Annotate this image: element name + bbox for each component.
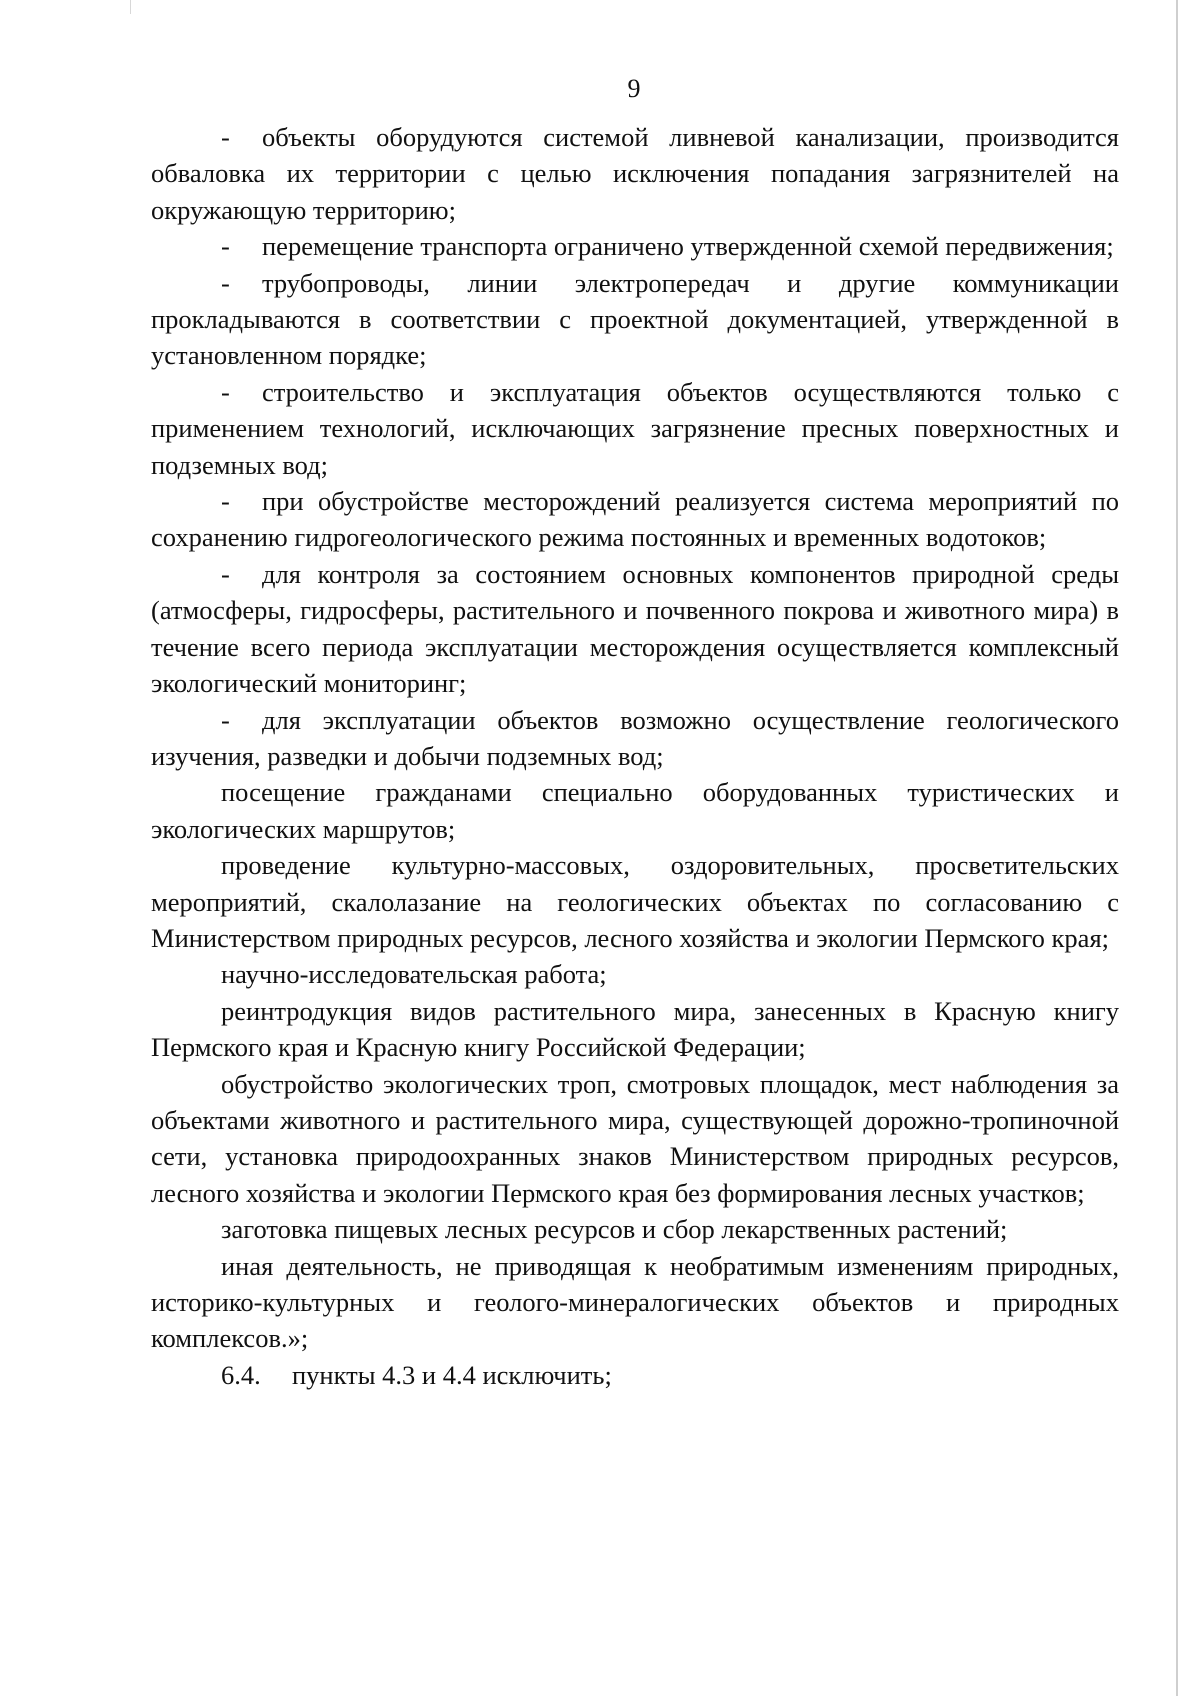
dash-marker: - — [221, 704, 230, 735]
dash-marker: - — [221, 376, 230, 407]
paragraph-text: объекты оборудуются системой ливневой канализации, производится обваловка их территории с целью исключения попадания загрязнителей на окружающую территорию; — [151, 122, 1119, 225]
bullet-paragraph — [151, 702, 1119, 775]
item-number: 6.4. — [221, 1359, 261, 1390]
paragraph: посещение гражданами специально оборудованных туристических и экологических маршрутов; — [151, 777, 1119, 844]
scan-edge — [130, 0, 131, 14]
bullet-paragraph — [151, 228, 1119, 264]
document-body — [151, 119, 1119, 1393]
paragraph: обустройство экологических троп, смотровых площадок, мест наблюдения за объектами животного и растительного мира, существующей дорожно-тропиночной сети, установка природоохранных знаков Министерством природных ресурсов, лесного хозяйства и экологии Пермского края без формирования лесных участков; — [151, 1068, 1119, 1208]
paragraph: иная деятельность, не приводящая к необратимым изменениям природных, историко-культурных и геолого-минералогических объектов и природных комплексов.»; — [151, 1250, 1119, 1354]
dash-marker: - — [221, 558, 230, 589]
dash-marker: - — [221, 122, 230, 152]
paragraph: научно-исследовательская работа; — [221, 959, 607, 990]
paragraph-text: для контроля за состоянием основных компонентов природной среды (атмосферы, гидросферы, растительного и почвенного покрова и животного мира) в течение всего периода эксплуатации месторождения осуществляется комплексный экологический мониторинг; — [151, 558, 1119, 699]
bullet-paragraph — [151, 374, 1119, 483]
page-number: 9 — [627, 74, 641, 103]
paragraph-text: перемещение транспорта ограничено утвержденной схемой передвижения; — [262, 231, 1114, 262]
dash-marker: - — [221, 231, 230, 262]
paragraph-text: для эксплуатации объектов возможно осуществление геологического изучения, разведки и добычи подземных вод; — [151, 704, 1119, 771]
bullet-paragraph — [151, 483, 1119, 556]
dash-marker: - — [221, 486, 230, 517]
paragraph-text: при обустройстве месторождений реализуется система мероприятий по сохранению гидрогеологического режима постоянных и временных водотоков; — [151, 486, 1119, 553]
paragraph: проведение культурно-массовых, оздоровительных, просветительских мероприятий, скалолазание на геологических объектах по согласованию с Министерством природных ресурсов, лесного хозяйства и экологии Пермского края; — [151, 850, 1119, 953]
bullet-paragraph — [151, 119, 1119, 228]
paragraph-text: пункты 4.3 и 4.4 исключить; — [292, 1359, 612, 1390]
dash-marker: - — [221, 267, 230, 298]
paragraph: заготовка пищевых лесных ресурсов и сбор лекарственных растений; — [221, 1214, 1008, 1245]
scan-edge — [1176, 0, 1178, 1696]
numbered-paragraph — [151, 1357, 1119, 1393]
bullet-paragraph — [151, 265, 1119, 374]
paragraph-text: строительство и эксплуатация объектов осуществляются только с применением технологий, исключающих загрязнение пресных поверхностных и подземных вод; — [151, 376, 1119, 480]
paragraph: реинтродукция видов растительного мира, занесенных в Красную книгу Пермского края и Красную книгу Российской Федерации; — [151, 995, 1119, 1063]
paragraph-text: трубопроводы, линии электропередач и другие коммуникации прокладываются в соответствии с проектной документацией, утвержденной в установленном порядке; — [151, 267, 1119, 371]
bullet-paragraph — [151, 556, 1119, 702]
